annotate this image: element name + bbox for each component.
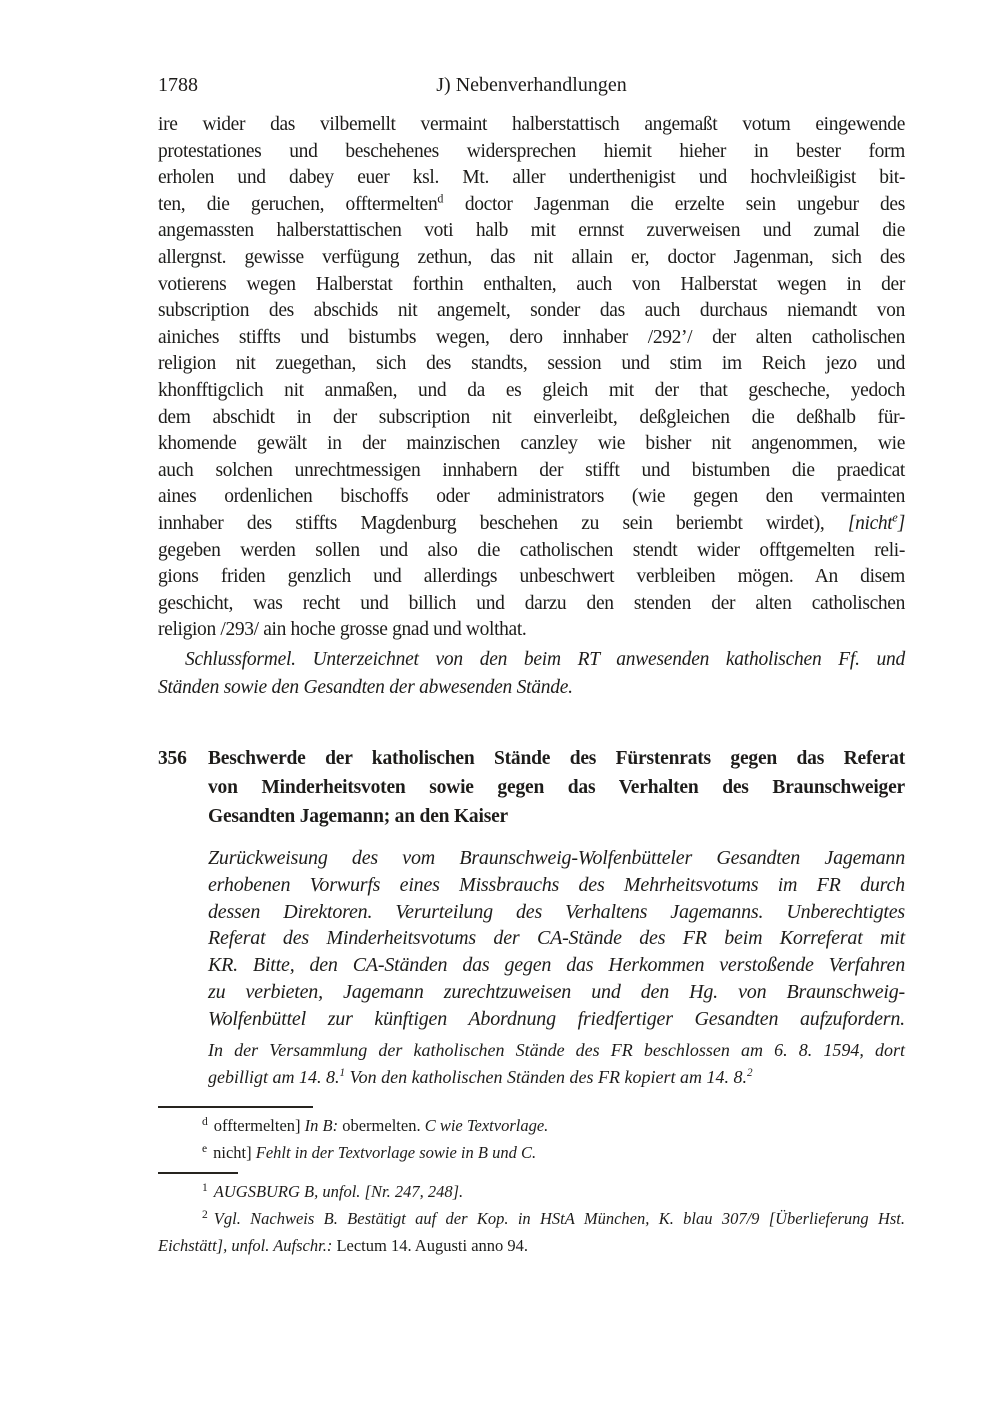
section-title-line: Beschwerde der katholischen Stände des Fürstenrats gegen das Referat [208,748,905,769]
closing-formula-line: Schlussformel. Unterzeichnet von den beim RT anwesenden katholischen Ff. und [185,649,905,670]
editorial-insertion: [nicht [847,512,893,534]
body-text: innhaber des stiffts Magdenburg beschehen zu sein beriembt wirdet), [158,512,848,534]
footnote-mark-1: 1 [202,1181,208,1194]
summary-line: erhobenen Vorwurfs eines Missbrauchs des Mehrheitsvotums im FR durch [208,873,905,896]
running-head: J) Nebenverhandlungen [436,74,627,96]
footnote-comment: In B: [304,1116,343,1135]
footnote-2-line [158,1205,905,1232]
body-paragraph [158,112,905,644]
body-line: gegeben werden sollen und also die catholischen stendt wider offtgemelten reli- [158,539,905,561]
summary-line: Wolfenbüttel zur künftigen Abordnung friedfertiger Gesandten aufzufordern. [208,1007,905,1030]
summary-line: Zurückweisung des vom Braunschweig-Wolfenbütteler Gesandten Jagemann [208,847,905,869]
reference-footnotes [158,1178,905,1259]
footnote-lemma: nicht] [213,1143,256,1162]
summary-line: Referat des Minderheitsvotums der CA-Stände des FR beim Korreferat mit [208,927,905,950]
section-title-line: von Minderheitsvoten sowie gegen das Verhalten des Braunschweiger [208,777,905,798]
body-line: dem abschidt in der subscription nit einverleibt, deßgleichen die deßhalb für- [158,406,905,428]
provenance-line [208,1064,905,1091]
footnote-comment: Fehlt in der Textvorlage sowie in B und C. [255,1143,537,1162]
body-line: auch solchen unrechtmessigen innhabern der stifft und bistumben die praedicat [158,459,905,481]
footnote-2-line [158,1232,905,1259]
summary-line: KR. Bitte, den CA-Ständen das gegen das Herkommen verstoßende Verfahren [208,954,905,977]
provenance-text: gebilligt am 14. 8. [208,1066,340,1087]
body-line: gions friden genzlich und allerdings unbeschwert verbleiben mögen. An disem [158,566,905,588]
footnote-e [158,1139,905,1166]
summary-line: dessen Direktoren. Verurteilung des Verhaltens Jagemanns. Unberechtigtes [208,900,905,923]
footnote-comment: C wie Textvorlage. [424,1116,549,1135]
editorial-insertion: ] [897,512,905,534]
section-title-line: Gesandten Jagemann; an den Kaiser [208,806,509,827]
body-line: erholen und dabey euer ksl. Mt. aller underthenigist und hochvleißigist bit- [158,167,905,189]
apparatus-footnotes [158,1112,905,1166]
body-line [158,192,905,219]
body-line: subscription des abschids nit angemelt, sonder das auch durchaus niemandt von [158,300,905,322]
closing-formula-note [158,646,905,702]
footnote-mark-e: e [202,1142,208,1155]
footnote-ref-2: 2 [747,1066,753,1079]
footnote-ref-d: d [437,191,444,206]
body-line: khomende gewält in der mainzischen canzley wie bisher nit angenommen, wie [158,433,905,455]
footnote-mark-2: 2 [202,1208,208,1221]
footnote-ref-e: e [892,510,898,525]
body-line [158,511,905,538]
summary-paragraph [208,845,905,1033]
body-line: religion /293/ ain hoche grosse gnad und wolthat. [158,619,527,641]
footnote-text: Vgl. Nachweis B. Bestätigt auf der Kop. in HStA München, K. blau 307/9 [Überlieferung Hst. [213,1209,905,1228]
body-line: ainiches stiffts und bistumbs wegen, dero innhaber /292’/ der alten catholischen [158,326,905,348]
provenance-note [208,1037,905,1090]
body-text: ten, die geruchen, offtermelten [158,193,438,215]
body-line: angemassten halberstattischen voti halb mit ernnst zuverweisen und zumal die [158,220,905,242]
body-line: khonfftigclich nit anmaßen, und da es gleich mit der that gescheche, yedoch [158,379,905,401]
provenance-line: In der Versammlung der katholischen Stände des FR beschlossen am 6. 8. 1594, dort [208,1040,905,1060]
footnote-text: AUGSBURG B, unfol. [Nr. 247, 248]. [213,1182,464,1201]
provenance-text: Von den katholischen Ständen des FR kopiert am 14. 8. [345,1066,748,1087]
footnote-reading: obermelten. [342,1116,425,1135]
section-number: 356 [158,748,187,769]
body-line: ire wider das vilbemellt vermaint halberstattisch angemaßt votum eingewende [158,114,905,135]
footnote-d [158,1112,905,1139]
body-line: religion nit zuegethan, sich des standts, session und stim im Reich jezo und [158,353,905,375]
closing-formula-line: Ständen sowie den Gesandten der abwesenden Stände. [158,677,573,698]
section-heading [158,744,905,831]
footnote-separator-rule [158,1172,238,1174]
body-line: geschicht, was recht und billich und darzu den stenden der alten catholischen [158,592,905,614]
body-line: allergnst. gewisse verfügung zethun, das nit allain er, doctor Jagenman, sich des [158,246,905,268]
footnote-ref-1: 1 [339,1066,346,1079]
footnote-docket: Lectum 14. Augusti anno 94. [336,1236,529,1255]
section-title [208,744,905,831]
footnote-mark-d: d [202,1115,208,1128]
body-text: doctor Jagenman die erzelte sein ungebur des [443,193,905,215]
body-line: protestationes und beschehenes widersprechen hiemit hieher in bester form [158,140,905,162]
page-number: 1788 [158,74,198,96]
footnote-separator-rule [158,1106,313,1108]
footnote-lemma: offtermelten] [213,1116,305,1135]
body-line: aines ordenlichen bischoffs oder administrators (wie gegen den vermainten [158,486,905,508]
footnote-1 [158,1178,905,1205]
footnote-text: Eichstätt], unfol. Aufschr.: [158,1236,337,1255]
body-line: votierens wegen Halberstat forthin enthalten, auch von Halberstat wegen in der [158,273,905,295]
summary-line: zu verbieten, Jagemann zurechtzuweisen und den Hg. von Braunschweig- [208,980,905,1003]
page-header [158,72,905,98]
